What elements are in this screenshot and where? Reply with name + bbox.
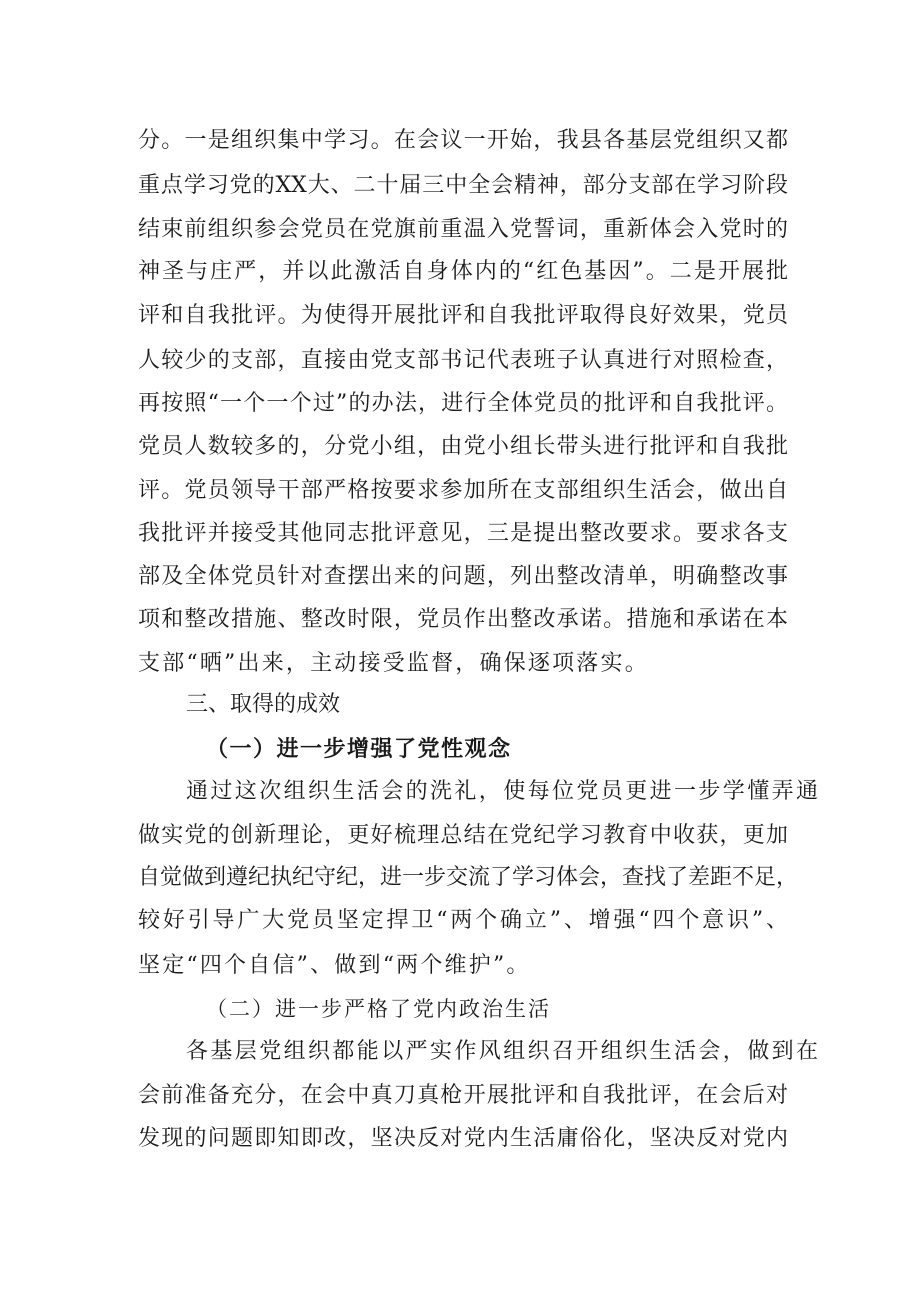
body-text-line: 评和自我批评。为使得开展批评和自我批评取得良好效果，党员 <box>138 303 788 328</box>
subsection-heading: （一）进一步增强了党性观念 <box>206 736 512 762</box>
body-text-line: 支部“晒”出来，主动接受监督，确保逐项落实。 <box>138 651 649 676</box>
body-text-line: 坚定“四个自信”、做到“两个维护”。 <box>138 953 531 978</box>
body-text-line: 各基层党组织都能以严实作风组织召开组织生活会，做到在 <box>186 1039 821 1064</box>
body-text-line: 评。党员领导干部严格按要求参加所在支部组织生活会，做出自 <box>138 478 788 503</box>
body-text-line: 部及全体党员针对查摆出来的问题，列出整改清单，明确整改事 <box>138 564 788 589</box>
body-text-line: 神圣与庄严，并以此激活自身体内的“红色基因”。二是开展批 <box>138 259 788 284</box>
section-heading: 三、取得的成效 <box>186 692 341 717</box>
body-text-line: 做实党的创新理论，更好梳理总结在党纪学习教育中收获，更加 <box>138 823 788 848</box>
body-text-line: 结束前组织参会党员在党旗前重温入党誓词，重新体会入党时的 <box>138 217 788 242</box>
body-text-line: 发现的问题即知即改，坚决反对党内生活庸俗化，坚决反对党内 <box>138 1126 788 1151</box>
body-text-line: 重点学习党的XX大、二十届三中全会精神，部分支部在学习阶段 <box>138 173 788 198</box>
body-text-line: 我批评并接受其他同志批评意见，三是提出整改要求。要求各支 <box>138 521 788 546</box>
subsection-heading: （二）进一步严格了党内政治生活 <box>206 997 551 1021</box>
body-text-line: 自觉做到遵纪执纪守纪，进一步交流了学习体会，查找了差距不足， <box>138 865 799 890</box>
body-text-line: 通过这次组织生活会的洗礼，使每位党员更进一步学懂弄通 <box>186 779 821 804</box>
body-text-line: 会前准备充分，在会中真刀真枪开展批评和自我批评，在会后对 <box>138 1083 788 1108</box>
body-text-line: 项和整改措施、整改时限，党员作出整改承诺。措施和承诺在本 <box>138 607 788 632</box>
body-text-line: 再按照“一个一个过”的办法，进行全体党员的批评和自我批评。 <box>138 391 788 416</box>
body-text-line: 人较少的支部，直接由党支部书记代表班子认真进行对照检查， <box>138 348 788 373</box>
body-text-line: 分。一是组织集中学习。在会议一开始，我县各基层党组织又都 <box>138 128 788 153</box>
body-text-line: 党员人数较多的，分党小组，由党小组长带头进行批评和自我批 <box>138 434 788 459</box>
body-text-line: 较好引导广大党员坚定捍卫“两个确立”、增强“四个意识”、 <box>138 908 788 933</box>
